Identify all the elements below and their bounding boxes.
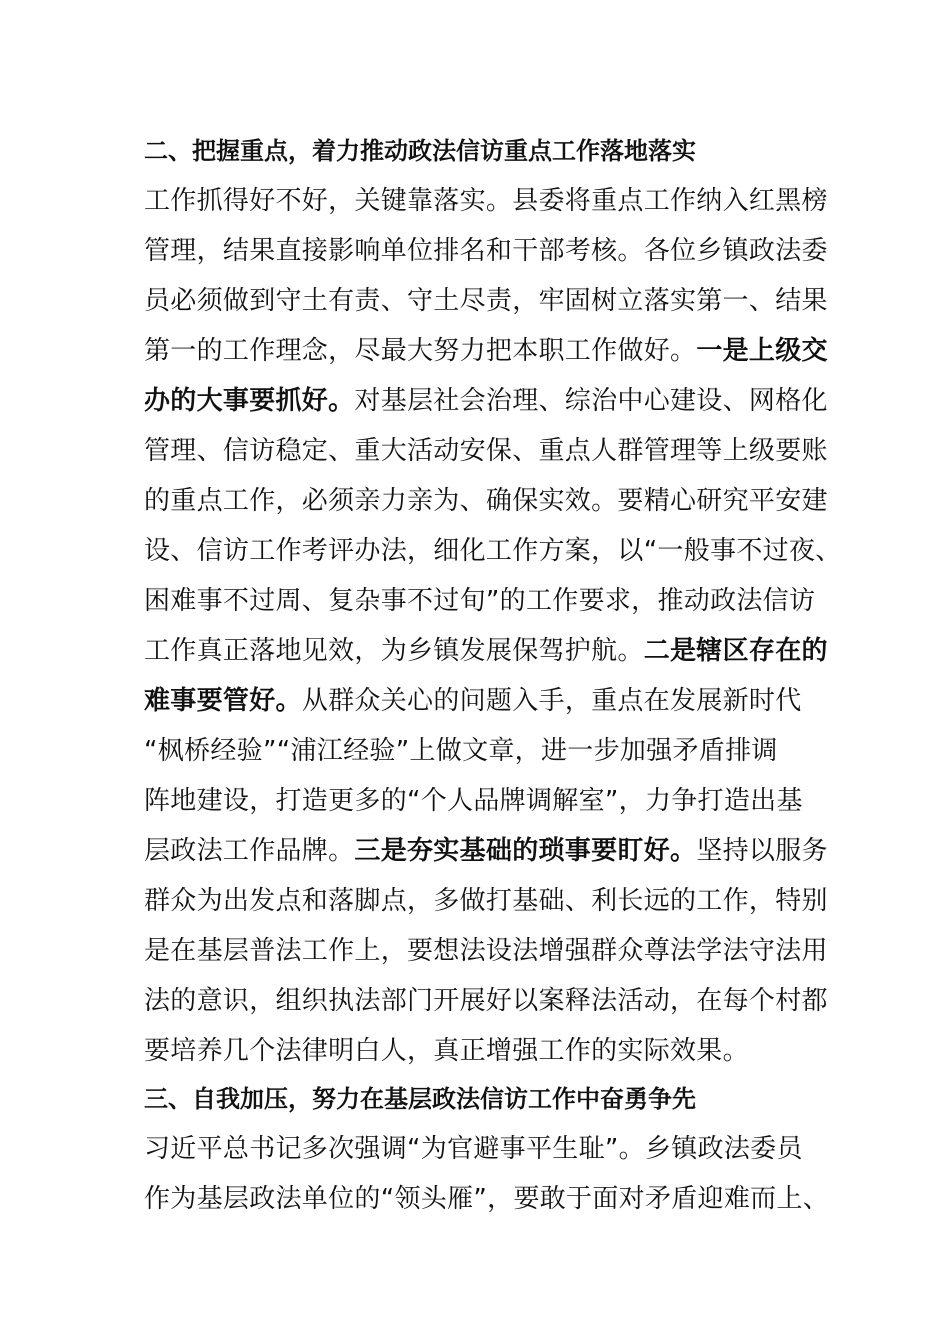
bold-point-1-end: 办的大事要抓好。 [144,386,355,416]
paragraph-line: 管理、信访稳定、重大活动安保、重点人群管理等上级要账 [144,436,828,466]
paragraph-line: 阵地建设，打造更多的“个人品牌调解室”，力争打造出基 [144,786,803,816]
paragraph-line: 法的意识，组织执法部门开展好以案释法活动，在每个村都 [144,986,828,1016]
paragraph-line [144,326,828,376]
paragraph-line: 设、信访工作考评办法，细化工作方案，以“一般事不过夜、 [144,536,842,566]
bold-point-3: 三是夯实基础的琐事要盯好。 [354,836,697,866]
paragraph-line: 习近平总书记多次强调“为官避事平生耻”。乡镇政法委员 [144,1134,803,1164]
paragraph-line: “枫桥经验”“浦江经验”上做文章，进一步加强矛盾排调 [144,736,778,766]
paragraph-line: 的重点工作，必须亲力亲为、确保实效。要精心研究平安建 [144,486,828,516]
bold-point-1-start: 一是上级交 [696,336,828,366]
bold-point-2-start: 二是辖区存在的 [643,636,828,666]
bold-point-2-end: 难事要管好。 [144,686,302,716]
line-text: 第一的工作理念，尽最大努力把本职工作做好。 [144,336,697,366]
line-text: 层政法工作品牌。 [144,836,355,866]
paragraph-line: 员必须做到守土有责、守土尽责，牢固树立落实第一、结果 [144,286,828,316]
line-text: 工作真正落地见效，为乡镇发展保驾护航。 [144,636,644,666]
paragraph-line: 作为基层政法单位的“领头雁”，要敢于面对矛盾迎难而上、 [144,1184,830,1214]
paragraph-line [144,626,828,676]
line-text: 从群众关心的问题入手，重点在发展新时代 [301,686,802,716]
paragraph-line [144,826,828,876]
paragraph-line: 要培养几个法律明白人，真正增强工作的实际效果。 [144,1036,749,1066]
line-text: 对基层社会治理、综治中心建设、网格化 [354,386,828,416]
paragraph-line: 群众为出发点和落脚点，多做打基础、利长远的工作，特别 [144,886,828,916]
paragraph-line [144,376,828,426]
line-text: 坚持以服务 [696,836,828,866]
paragraph-line [144,676,802,726]
section-heading-3: 三、自我加压，努力在基层政法信访工作中奋勇争先 [144,1085,696,1113]
paragraph-line: 困难事不过周、复杂事不过旬”的工作要求，推动政法信访 [144,586,816,616]
paragraph-line: 是在基层普法工作上，要想法设法增强群众尊法学法守法用 [144,936,828,966]
section-heading-2: 二、把握重点，着力推动政法信访重点工作落地落实 [144,137,696,165]
paragraph-line: 管理，结果直接影响单位排名和干部考核。各位乡镇政法委 [144,236,828,266]
paragraph-line: 工作抓得好不好，关键靠落实。县委将重点工作纳入红黑榜 [144,186,828,216]
